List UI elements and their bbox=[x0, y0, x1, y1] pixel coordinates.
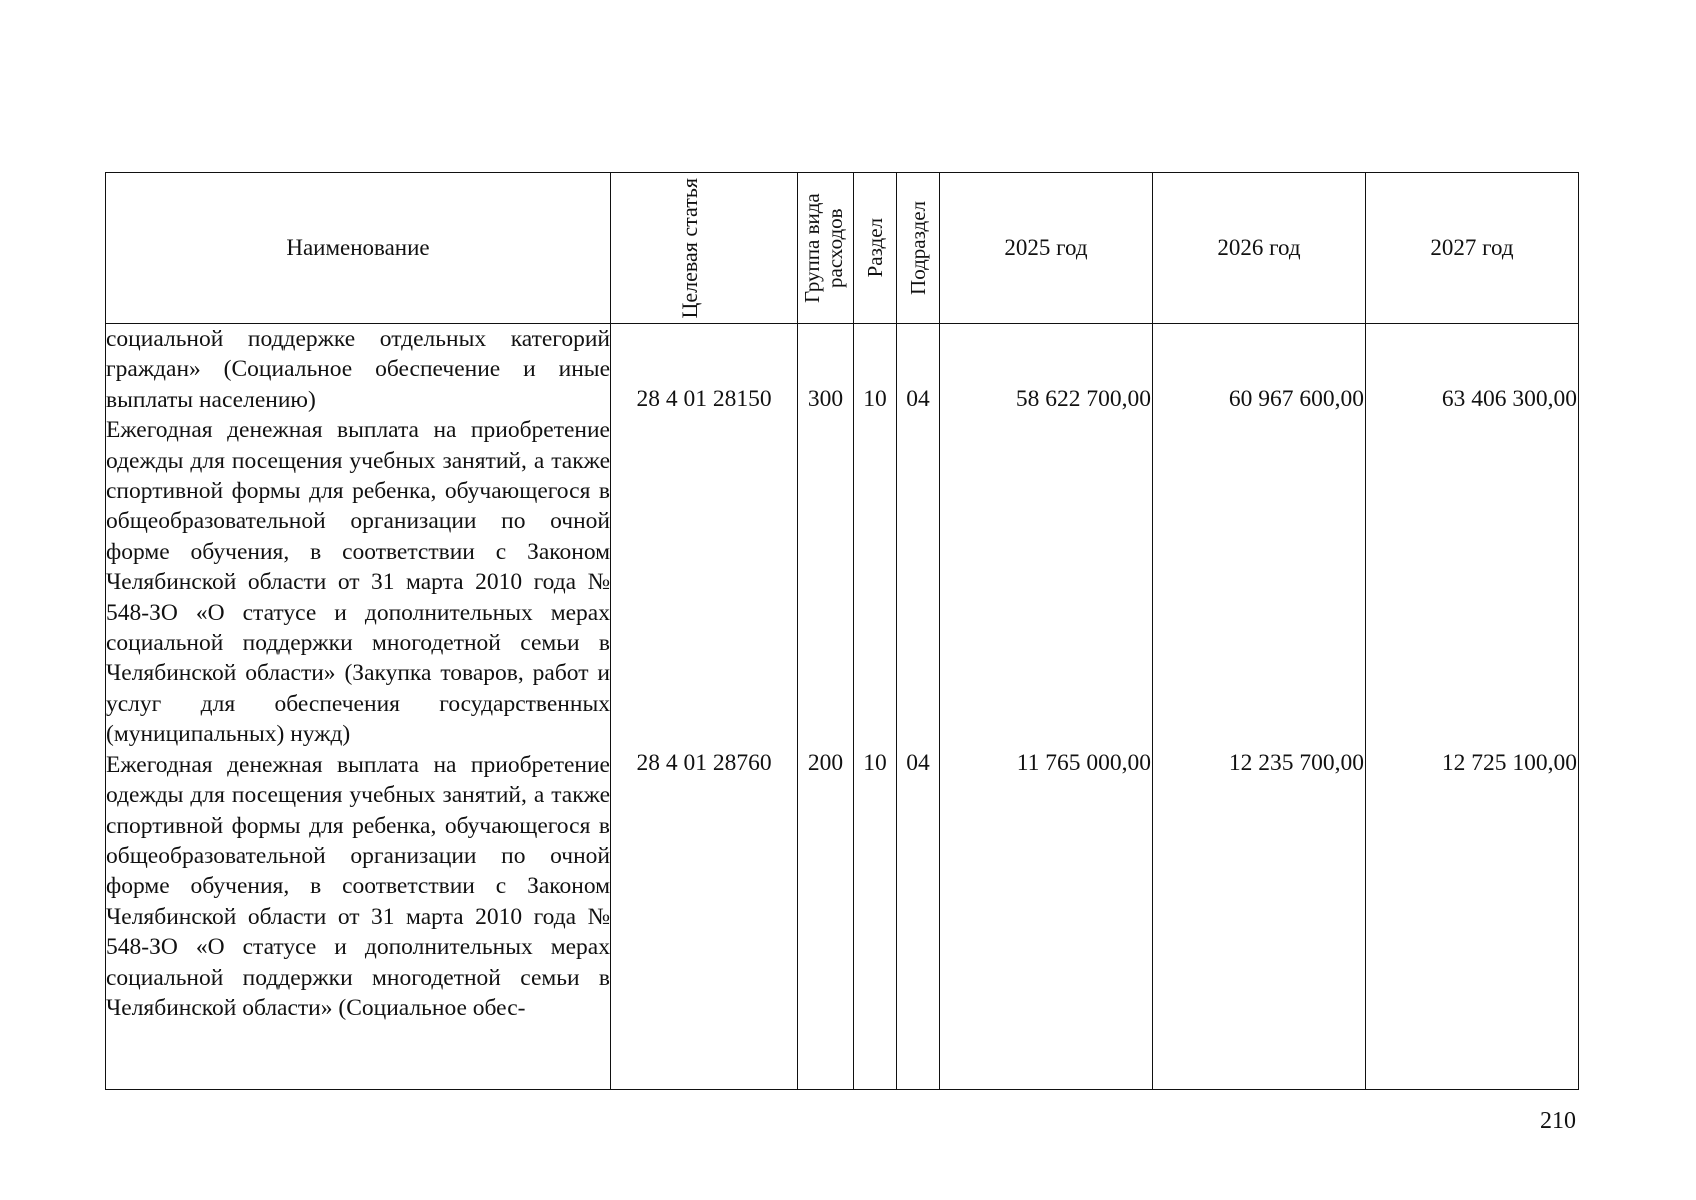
year-2027-amount: 12 725 100,00 bbox=[1441, 750, 1577, 776]
page-number: 210 bbox=[1540, 1108, 1576, 1134]
header-year-2027: 2027 год bbox=[1366, 173, 1579, 324]
header-target-article bbox=[611, 173, 798, 324]
table-body-row bbox=[106, 324, 1579, 1090]
expense-group-value: 300 bbox=[807, 386, 844, 412]
section-cell bbox=[854, 324, 897, 1090]
subsection-value: 04 bbox=[906, 750, 930, 776]
header-subsection-text: Подраздел bbox=[905, 201, 930, 295]
header-name: Наименование bbox=[106, 173, 611, 324]
name-paragraph: Ежегодная денежная выплата на приобретение одежды для посещения учебных занятий, а также спортивной формы для ребенка, обучающегося в общеобразовательной организации по очной форме обучения, в соответствии с Законом Челябинской области от 31 марта 2010 года № 548-ЗО «О статусе и дополнительных мерах социальной поддержки многодетной семьи в Челябинской области» (Социальное обес- bbox=[106, 751, 610, 1021]
target-article-value: 28 4 01 28150 bbox=[636, 386, 772, 412]
name-paragraph: социальной поддержке отдельных категорий граждан» (Социальное обеспечение и иные выплаты населению) bbox=[106, 326, 610, 413]
expense-group-value: 200 bbox=[807, 750, 844, 776]
header-expense-group bbox=[798, 173, 854, 324]
year-2027-cell bbox=[1366, 324, 1579, 1090]
year-2026-cell bbox=[1153, 324, 1366, 1090]
header-subsection bbox=[897, 173, 940, 324]
year-2025-amount: 11 765 000,00 bbox=[1016, 750, 1151, 776]
target-article-cell bbox=[611, 324, 798, 1090]
header-year-2025: 2025 год bbox=[940, 173, 1153, 324]
name-paragraph: Ежегодная денежная выплата на приобретение одежды для посещения учебных занятий, а также спортивной формы для ребенка, обучающегося в общеобразовательной организации по очной форме обучения, в соответствии с Законом Челябинской области от 31 марта 2010 года № 548-ЗО «О статусе и дополнительных мерах социальной поддержки многодетной семьи в Челябинской области» (Закупка товаров, работ и услуг для обеспечения государственных (муниципальных) нужд) bbox=[106, 417, 610, 748]
expense-group-cell bbox=[798, 324, 854, 1090]
header-section-text: Раздел bbox=[862, 218, 887, 278]
name-cell bbox=[106, 324, 611, 1090]
section-value: 10 bbox=[863, 386, 887, 412]
subsection-cell bbox=[897, 324, 940, 1090]
year-2027-amount: 63 406 300,00 bbox=[1441, 386, 1577, 412]
year-2026-amount: 60 967 600,00 bbox=[1228, 386, 1364, 412]
budget-table bbox=[105, 172, 1579, 1090]
header-expense-group-text: Группа вида расходов bbox=[799, 193, 847, 303]
year-2025-cell bbox=[940, 324, 1153, 1090]
table-header-row bbox=[106, 173, 1579, 324]
header-target-article-text: Целевая статья bbox=[677, 177, 702, 319]
target-article-value: 28 4 01 28760 bbox=[636, 750, 772, 776]
year-2025-amount: 58 622 700,00 bbox=[1015, 386, 1151, 412]
year-2026-amount: 12 235 700,00 bbox=[1228, 750, 1364, 776]
subsection-value: 04 bbox=[906, 386, 930, 412]
section-value: 10 bbox=[863, 750, 887, 776]
header-section bbox=[854, 173, 897, 324]
header-year-2026: 2026 год bbox=[1153, 173, 1366, 324]
